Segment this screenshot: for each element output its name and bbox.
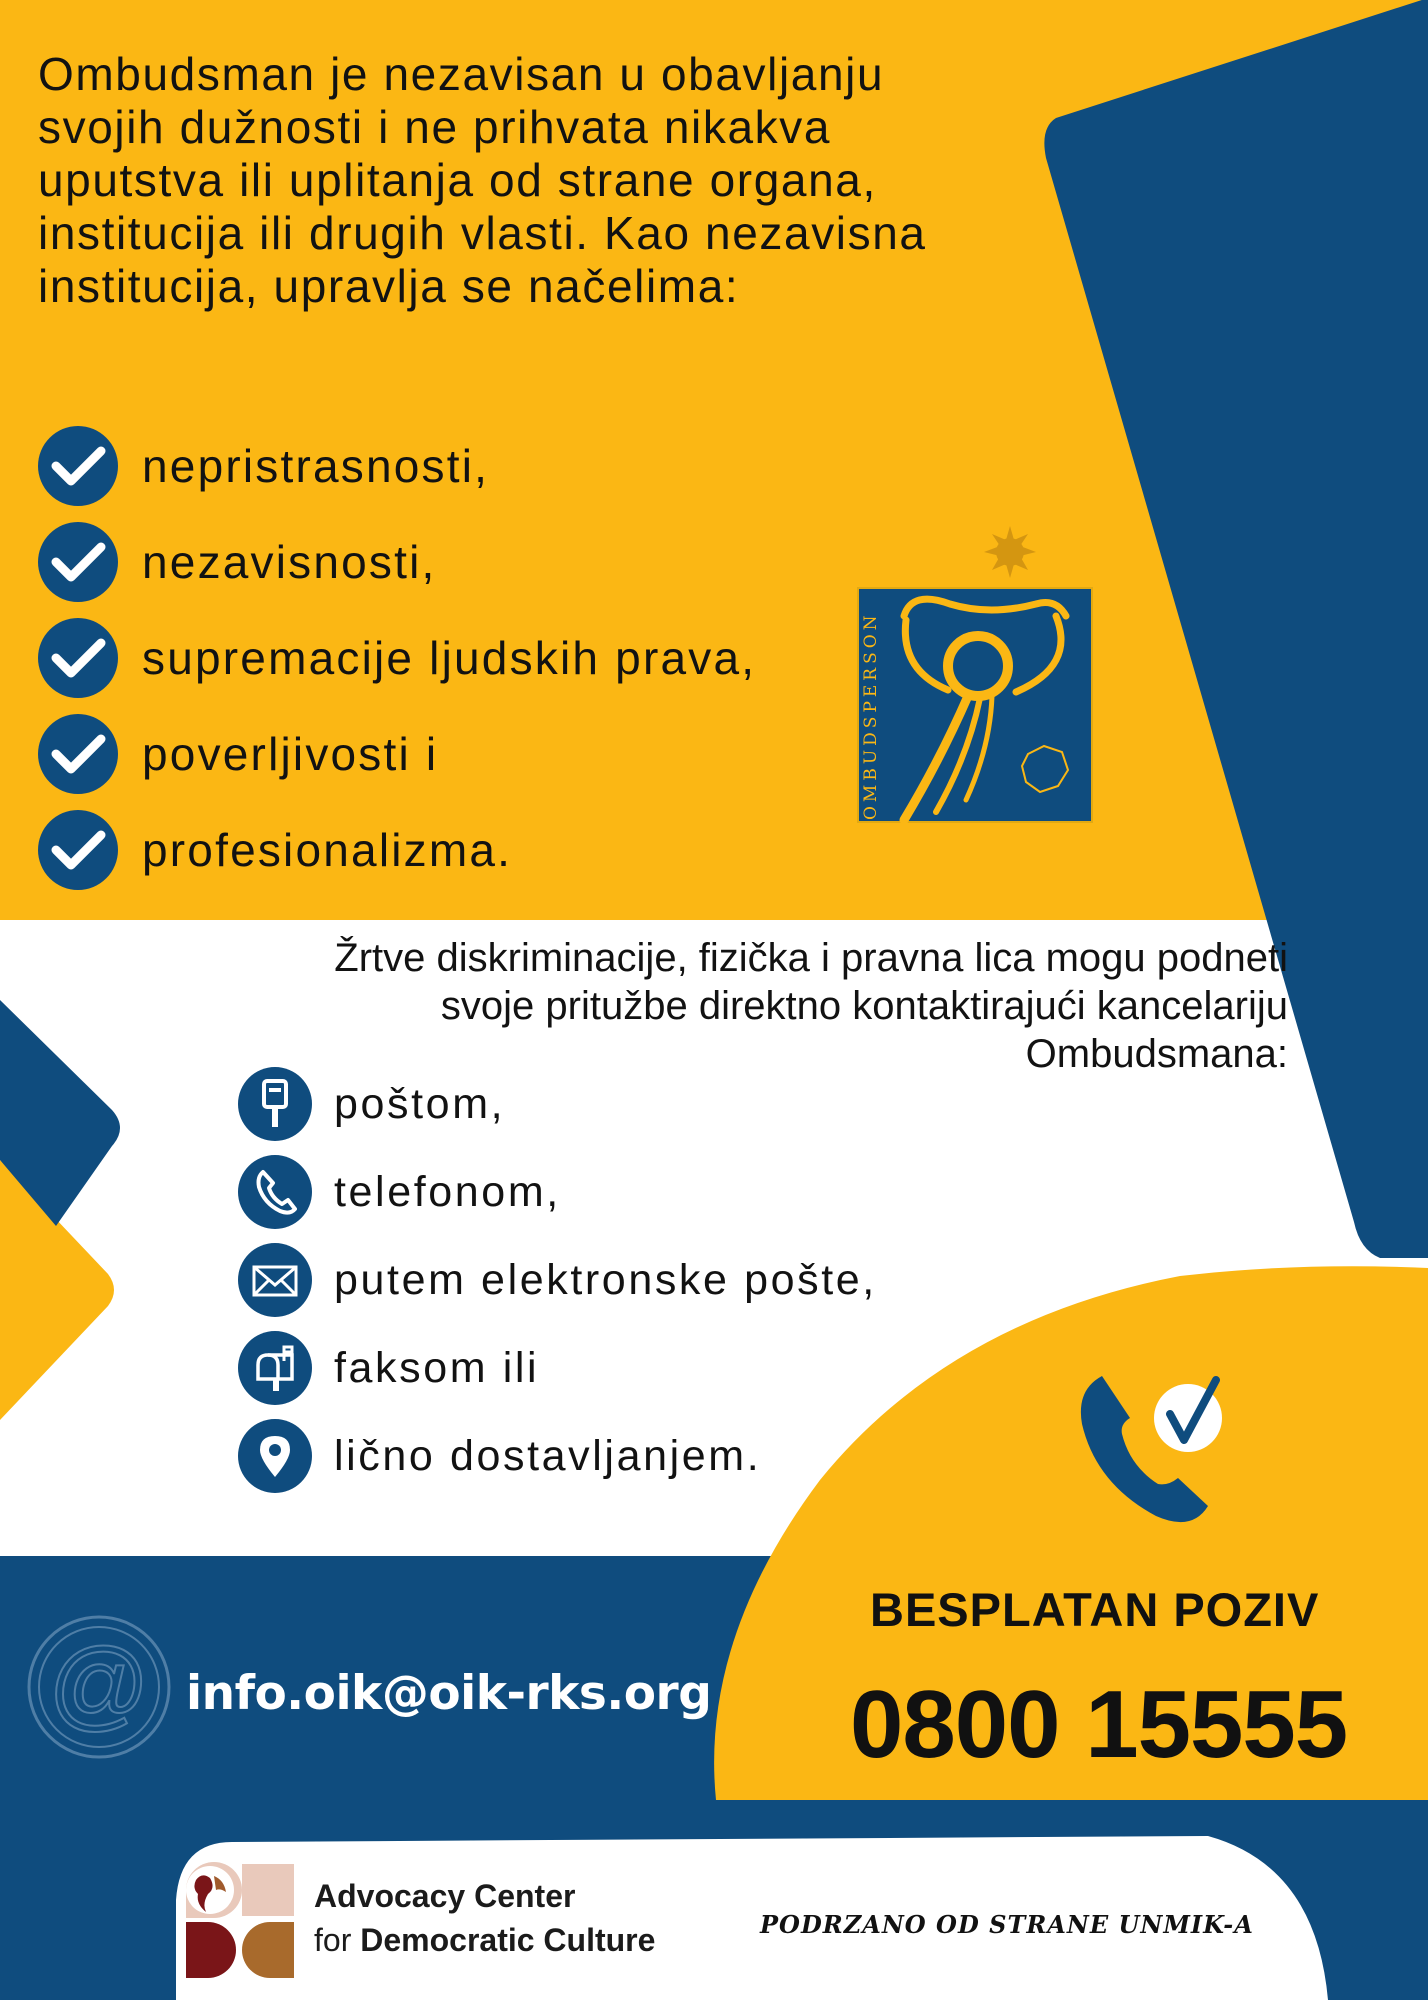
list-item	[238, 1236, 877, 1324]
channel-label: faksom ili	[334, 1343, 540, 1392]
principle-label: nepristrasnosti,	[142, 440, 490, 492]
channel-label: putem elektronske pošte,	[334, 1255, 877, 1304]
principle-label: supremacije ljudskih prava,	[142, 632, 757, 684]
logo-text: OMBUDSPERSON	[861, 611, 881, 820]
email-address[interactable]: info.oik@oik-rks.org	[186, 1666, 712, 1721]
list-item	[38, 706, 756, 802]
check-circle-icon	[38, 426, 118, 506]
channel-label: poštom,	[334, 1079, 506, 1128]
at-sign-icon	[24, 1612, 174, 1762]
support-statement: PODRZANO OD STRANE UNMIK-A	[760, 1910, 1254, 1939]
acdc-logo	[180, 1860, 300, 1978]
phone-check-icon	[1066, 1362, 1236, 1532]
check-circle-icon	[38, 522, 118, 602]
principle-label: nezavisnosti,	[142, 536, 437, 588]
location-pin-icon	[238, 1419, 312, 1493]
list-item	[238, 1060, 877, 1148]
ombudsperson-logo	[840, 520, 1100, 830]
org-name-line1: Advocacy Center	[314, 1878, 576, 1914]
channels-list	[238, 1060, 877, 1500]
phone-number[interactable]: 0800 15555	[850, 1671, 1348, 1778]
svg-text:@: @	[48, 1628, 150, 1740]
list-item	[38, 514, 756, 610]
channel-label: telefonom,	[334, 1167, 561, 1216]
check-circle-icon	[38, 618, 118, 698]
principles-list	[38, 418, 756, 898]
principle-label: poverljivosti i	[142, 728, 439, 780]
org-name-strong: Democratic Culture	[360, 1922, 656, 1958]
logo-sunburst-icon	[984, 526, 1036, 578]
list-item	[38, 802, 756, 898]
phone-icon	[238, 1155, 312, 1229]
postbox-icon	[238, 1067, 312, 1141]
free-call-label: BESPLATAN POZIV	[870, 1583, 1320, 1636]
list-item	[238, 1412, 877, 1500]
mailbox-icon	[238, 1331, 312, 1405]
check-circle-icon	[38, 810, 118, 890]
list-item	[238, 1324, 877, 1412]
complaint-paragraph: Žrtve diskriminacije, fizička i pravna lica mogu podneti svoje pritužbe direktno kontaktirajući kancelariju Ombudsmana:	[334, 936, 1288, 1076]
principle-label: profesionalizma.	[142, 824, 513, 876]
intro-paragraph: Ombudsman je nezavisan u obavljanju svojih dužnosti i ne prihvata nikakva uputstva ili uplitanja od strane organa, institucija ili drugih vlasti. Kao nezavisna institucija, upravlja se načelima:	[38, 48, 927, 312]
org-name-line2	[314, 1922, 655, 1959]
channel-label: lično dostavljanjem.	[334, 1431, 762, 1480]
check-circle-icon	[38, 714, 118, 794]
org-for-text: for	[314, 1922, 352, 1958]
list-item	[38, 418, 756, 514]
envelope-icon	[238, 1243, 312, 1317]
list-item	[38, 610, 756, 706]
list-item	[238, 1148, 877, 1236]
